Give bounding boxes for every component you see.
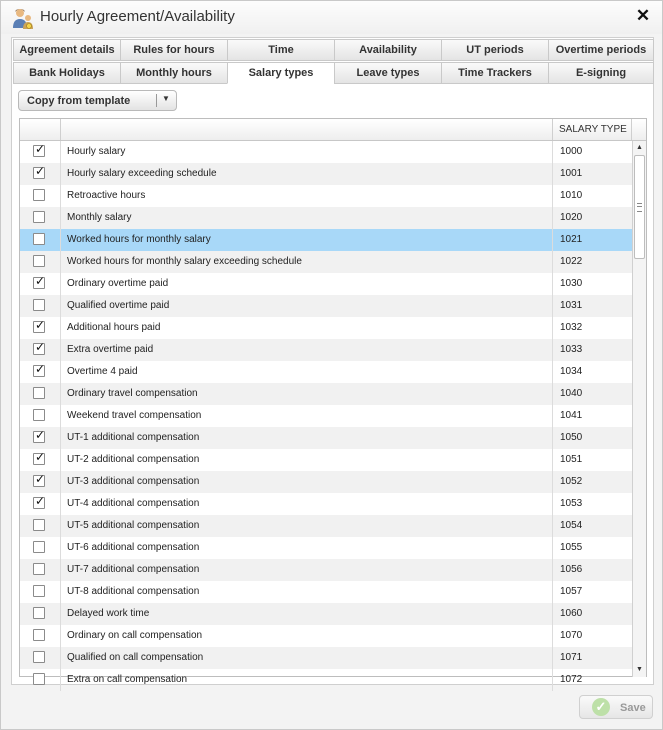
row-checkbox[interactable] — [33, 673, 45, 685]
checkmark-icon: ✓ — [35, 274, 46, 288]
table-row[interactable] — [20, 251, 632, 273]
tab-time[interactable]: Time — [227, 39, 335, 61]
table-row[interactable] — [20, 559, 632, 581]
column-divider — [60, 251, 61, 273]
header-name[interactable] — [61, 119, 553, 140]
checkmark-icon: ✓ — [35, 164, 46, 178]
column-divider — [60, 427, 61, 449]
salary-type-name: Ordinary on call compensation — [67, 630, 203, 641]
row-checkbox[interactable] — [33, 299, 45, 311]
salary-type-name: Hourly salary exceeding schedule — [67, 168, 217, 179]
salary-type-name: Qualified on call compensation — [67, 652, 204, 663]
column-divider — [552, 251, 553, 273]
salary-type-code: 1054 — [560, 520, 583, 531]
column-divider — [552, 427, 553, 449]
table-row[interactable] — [20, 471, 632, 493]
salary-type-name: Additional hours paid — [67, 322, 161, 333]
salary-type-name: UT-1 additional compensation — [67, 432, 200, 443]
users-icon — [11, 6, 35, 30]
salary-type-code: 1055 — [560, 542, 583, 553]
salary-type-code: 1040 — [560, 388, 583, 399]
column-divider — [552, 185, 553, 207]
save-button[interactable] — [579, 695, 653, 719]
content-panel — [11, 37, 654, 685]
salary-type-code: 1010 — [560, 190, 583, 201]
checkmark-icon: ✓ — [592, 698, 610, 716]
column-divider — [60, 603, 61, 625]
tab-time-trackers[interactable]: Time Trackers — [441, 62, 549, 84]
row-checkbox[interactable] — [33, 494, 46, 509]
salary-type-code: 1001 — [560, 168, 583, 179]
table-row[interactable] — [20, 537, 632, 559]
row-checkbox[interactable] — [33, 519, 45, 531]
table-row[interactable] — [20, 185, 632, 207]
salary-type-name: Worked hours for monthly salary — [67, 234, 211, 245]
window-title: Hourly Agreement/Availability — [40, 8, 235, 25]
column-divider — [60, 581, 61, 603]
table-row[interactable] — [20, 383, 632, 405]
row-checkbox[interactable] — [33, 428, 46, 443]
tab-bank-holidays[interactable]: Bank Holidays — [13, 62, 121, 84]
row-checkbox[interactable] — [33, 450, 46, 465]
copy-from-template-label: Copy from template — [27, 95, 131, 107]
column-divider — [552, 449, 553, 471]
salary-type-code: 1031 — [560, 300, 583, 311]
scroll-up-icon[interactable]: ▲ — [636, 144, 643, 151]
column-divider — [60, 449, 61, 471]
grid-body — [20, 141, 632, 685]
checkmark-icon: ✓ — [35, 340, 46, 354]
grip-icon — [637, 203, 642, 212]
salary-type-code: 1032 — [560, 322, 583, 333]
tab-rules-for-hours[interactable]: Rules for hours — [120, 39, 228, 61]
tab-availability[interactable]: Availability — [334, 39, 442, 61]
row-checkbox[interactable] — [33, 387, 45, 399]
row-checkbox[interactable] — [33, 340, 46, 355]
column-divider — [60, 669, 61, 691]
tab-agreement-details[interactable]: Agreement details — [13, 39, 121, 61]
salary-type-code: 1056 — [560, 564, 583, 575]
column-divider — [552, 405, 553, 427]
row-checkbox[interactable] — [33, 211, 45, 223]
salary-type-code: 1034 — [560, 366, 583, 377]
table-row[interactable] — [20, 405, 632, 427]
column-divider — [60, 207, 61, 229]
row-checkbox[interactable] — [33, 585, 45, 597]
salary-type-name: Qualified overtime paid — [67, 300, 170, 311]
table-row[interactable] — [20, 141, 632, 163]
button-divider — [156, 94, 157, 107]
scroll-down-icon[interactable]: ▼ — [636, 666, 643, 673]
column-divider — [552, 141, 553, 163]
row-checkbox[interactable] — [33, 607, 45, 619]
salary-type-name: Weekend travel compensation — [67, 410, 202, 421]
column-divider — [552, 339, 553, 361]
table-row[interactable] — [20, 295, 632, 317]
table-row[interactable] — [20, 625, 632, 647]
salary-type-name: Extra overtime paid — [67, 344, 154, 355]
salary-type-name: UT-2 additional compensation — [67, 454, 200, 465]
tab-overtime-periods[interactable]: Overtime periods — [548, 39, 654, 61]
salary-type-name: UT-5 additional compensation — [67, 520, 200, 531]
salary-type-code: 1071 — [560, 652, 583, 663]
tab-bar — [13, 39, 653, 85]
row-checkbox[interactable] — [33, 318, 46, 333]
salary-type-code: 1030 — [560, 278, 583, 289]
table-row[interactable] — [20, 427, 632, 449]
column-divider — [60, 317, 61, 339]
column-divider — [552, 559, 553, 581]
salary-type-name: UT-8 additional compensation — [67, 586, 200, 597]
salary-type-code: 1070 — [560, 630, 583, 641]
salary-type-name: UT-3 additional compensation — [67, 476, 200, 487]
table-row[interactable] — [20, 669, 632, 691]
column-divider — [552, 625, 553, 647]
checkmark-icon: ✓ — [35, 428, 46, 442]
salary-type-code: 1052 — [560, 476, 583, 487]
salary-type-name: Ordinary overtime paid — [67, 278, 169, 289]
column-divider — [552, 515, 553, 537]
table-row[interactable] — [20, 361, 632, 383]
salary-type-code: 1057 — [560, 586, 583, 597]
column-divider — [552, 669, 553, 691]
column-divider — [552, 647, 553, 669]
row-checkbox[interactable] — [33, 563, 45, 575]
salary-type-name: Overtime 4 paid — [67, 366, 138, 377]
column-divider — [552, 207, 553, 229]
column-divider — [60, 515, 61, 537]
salary-type-name: Delayed work time — [67, 608, 150, 619]
column-divider — [552, 581, 553, 603]
column-divider — [60, 625, 61, 647]
column-divider — [60, 383, 61, 405]
checkmark-icon: ✓ — [35, 472, 46, 486]
salary-type-code: 1041 — [560, 410, 583, 421]
column-divider — [60, 537, 61, 559]
column-divider — [60, 295, 61, 317]
table-row[interactable] — [20, 647, 632, 669]
row-checkbox[interactable] — [33, 409, 45, 421]
column-divider — [60, 273, 61, 295]
salary-type-code: 1060 — [560, 608, 583, 619]
tab-ut-periods[interactable]: UT periods — [441, 39, 549, 61]
salary-type-code: 1021 — [560, 234, 583, 245]
column-divider — [60, 647, 61, 669]
table-row[interactable] — [20, 493, 632, 515]
vertical-scrollbar[interactable] — [632, 141, 646, 677]
row-checkbox[interactable] — [33, 472, 46, 487]
salary-type-name: UT-6 additional compensation — [67, 542, 200, 553]
checkmark-icon: ✓ — [35, 142, 46, 156]
salary-types-grid — [19, 118, 647, 685]
column-divider — [60, 471, 61, 493]
checkmark-icon: ✓ — [35, 494, 46, 508]
row-checkbox[interactable] — [33, 629, 45, 641]
salary-type-code: 1072 — [560, 674, 583, 685]
checkmark-icon: ✓ — [35, 362, 46, 376]
grid-header — [20, 119, 646, 141]
column-divider — [552, 295, 553, 317]
salary-type-name: Extra on call compensation — [67, 674, 188, 685]
table-row[interactable] — [20, 581, 632, 603]
column-divider — [552, 537, 553, 559]
column-divider — [552, 163, 553, 185]
salary-type-code: 1053 — [560, 498, 583, 509]
column-divider — [552, 471, 553, 493]
row-checkbox[interactable] — [33, 362, 46, 377]
row-checkbox[interactable] — [33, 189, 45, 201]
row-checkbox[interactable] — [33, 164, 46, 179]
copy-from-template-button[interactable] — [18, 90, 177, 111]
column-divider — [60, 361, 61, 383]
salary-type-code: 1022 — [560, 256, 583, 267]
checkmark-icon: ✓ — [35, 318, 46, 332]
column-divider — [60, 141, 61, 163]
column-divider — [552, 603, 553, 625]
row-checkbox[interactable] — [33, 651, 45, 663]
title-bar — [1, 1, 662, 34]
column-divider — [60, 405, 61, 427]
table-row[interactable] — [20, 449, 632, 471]
column-divider — [60, 493, 61, 515]
column-divider — [552, 229, 553, 251]
column-divider — [552, 493, 553, 515]
table-row[interactable] — [20, 229, 632, 251]
header-salary-type[interactable]: SALARY TYPE — [553, 119, 632, 140]
table-row[interactable] — [20, 163, 632, 185]
tab-leave-types[interactable]: Leave types — [334, 62, 442, 84]
salary-type-name: Worked hours for monthly salary exceeding schedule — [67, 256, 302, 267]
salary-type-name: Ordinary travel compensation — [67, 388, 198, 399]
checkmark-icon: ✓ — [35, 450, 46, 464]
column-divider — [60, 185, 61, 207]
salary-type-code: 1051 — [560, 454, 583, 465]
row-checkbox[interactable] — [33, 255, 45, 267]
table-row[interactable] — [20, 207, 632, 229]
salary-type-name: Hourly salary — [67, 146, 126, 157]
column-divider — [552, 317, 553, 339]
row-checkbox[interactable] — [33, 541, 45, 553]
table-row[interactable] — [20, 339, 632, 361]
column-divider — [60, 559, 61, 581]
salary-type-code: 1050 — [560, 432, 583, 443]
column-divider — [60, 339, 61, 361]
scrollbar-thumb[interactable] — [634, 155, 645, 259]
salary-type-name: Retroactive hours — [67, 190, 146, 201]
row-checkbox[interactable] — [33, 274, 46, 289]
row-checkbox[interactable] — [33, 142, 46, 157]
salary-type-name: Monthly salary — [67, 212, 132, 223]
tab-monthly-hours[interactable]: Monthly hours — [120, 62, 228, 84]
table-row[interactable] — [20, 515, 632, 537]
table-row[interactable] — [20, 273, 632, 295]
column-divider — [552, 383, 553, 405]
salary-type-code: 1020 — [560, 212, 583, 223]
tab-salary-types[interactable]: Salary types — [227, 62, 335, 84]
salary-type-name: UT-7 additional compensation — [67, 564, 200, 575]
salary-type-code: 1033 — [560, 344, 583, 355]
header-check[interactable] — [20, 119, 61, 140]
tab-e-signing[interactable]: E-signing — [548, 62, 654, 84]
row-checkbox[interactable] — [33, 233, 45, 245]
column-divider — [552, 273, 553, 295]
close-icon[interactable]: ✕ — [635, 6, 651, 25]
salary-type-code: 1000 — [560, 146, 583, 157]
table-row[interactable] — [20, 317, 632, 339]
column-divider — [60, 229, 61, 251]
salary-type-name: UT-4 additional compensation — [67, 498, 200, 509]
column-divider — [552, 361, 553, 383]
table-row[interactable] — [20, 603, 632, 625]
chevron-down-icon[interactable]: ▼ — [162, 94, 170, 103]
column-divider — [60, 163, 61, 185]
save-label: Save — [620, 702, 646, 714]
